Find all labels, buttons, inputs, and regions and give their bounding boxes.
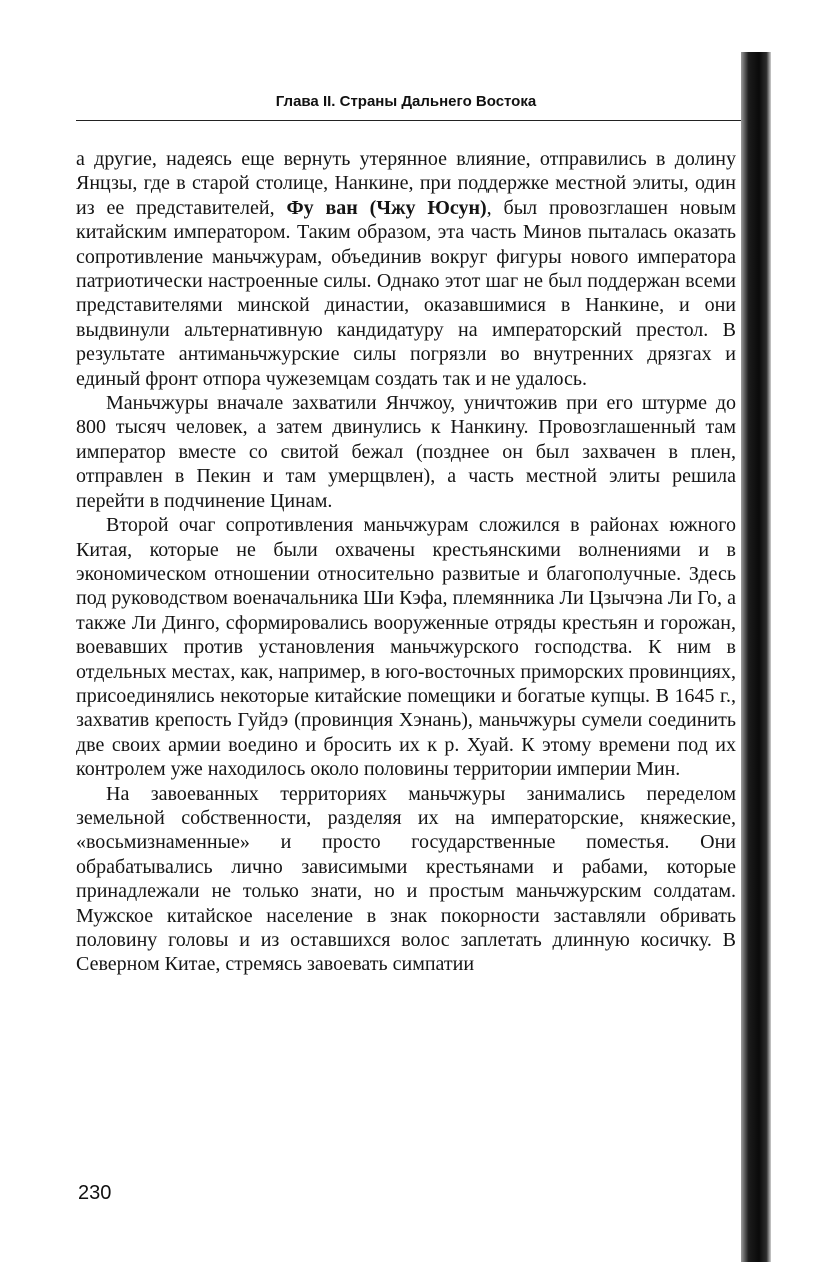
paragraph-p2 xyxy=(76,391,736,513)
paragraph-p3 xyxy=(76,513,736,781)
page-number: 230 xyxy=(78,1182,112,1204)
text-run: Маньчжуры вначале захватили Янчжоу, уничтожив при его штурме до 800 тысяч человек, а затем двинулись к Нанкину. Провозглашенный там император вместе со свитой бежал (позднее он был захвачен в плен, отправлен в Пекин и там умерщвлен), а часть местной элиты решила перейти в подчинение Цинам. xyxy=(76,392,736,512)
text-run: Второй очаг сопротивления маньчжурам сложился в районах южного Китая, которые не были охвачены крестьянскими волнениями и в экономическом отношении относительно развитые и благополучные. Здесь под руководством военачальника Ши Кэфа, племянника Ли Цзычэна Ли Го, а также Ли Динго, сформировались вооруженные отряды крестьян и горожан, воевавших против установления маньчжурского господства. К ним в отдельных местах, как, например, в юго-восточных приморских провинциях, присоединялись некоторые китайские помещики и богатые купцы. В 1645 г., захватив крепость Гуйдэ (провинция Хэнань), маньчжуры сумели соединить две своих армии воедино и бросить их к р. Хуай. К этому времени под их контролем уже находилось около половины территории империи Мин. xyxy=(76,514,736,781)
header-rule xyxy=(76,120,744,121)
scan-spine-shadow xyxy=(741,52,771,1262)
body-text xyxy=(76,147,736,977)
bold-name-run: Фу ван (Чжу Юсун) xyxy=(286,196,487,219)
text-run: На завоеванных территориях маньчжуры занимались переделом земельной собственности, разделяя их на императорские, княжеские, «восьмизнаменные» и просто государственные поместья. Они обрабатывались лично зависимыми крестьянами и рабами, которые принадлежали не только знати, но и простым маньчжурским солдатам. Мужское китайское население в знак покорности заставляли обривать половину головы и из оставшихся волос заплетать длинную косичку. В Северном Китае, стремясь завоевать симпатии xyxy=(76,782,736,976)
text-run: , был провозглашен новым китайским императором. Таким образом, эта часть Минов пыталась оказать сопротивление маньчжурам, объединив вокруг фигуры нового императора патриотически настроенные силы. Однако этот шаг не был поддержан всеми представителями минской династии, оказавшимися в Нанкине, и они выдвинули альтернативную кандидатуру на императорский престол. В результате антиманьчжурские силы погрязли во внутренних дрязгах и единый фронт отпора чужеземцам создать так и не удалось. xyxy=(76,196,736,390)
running-head: Глава II. Страны Дальнего Востока xyxy=(275,93,537,110)
paragraph-p1 xyxy=(76,147,736,391)
text-run: а другие, надеясь еще вернуть утерянное влияние, отправились в долину Янцзы, где в старой столице, Нанкине, при поддержке местной элиты, один из ее представителей, xyxy=(76,148,736,219)
paragraph-p4 xyxy=(76,782,736,977)
